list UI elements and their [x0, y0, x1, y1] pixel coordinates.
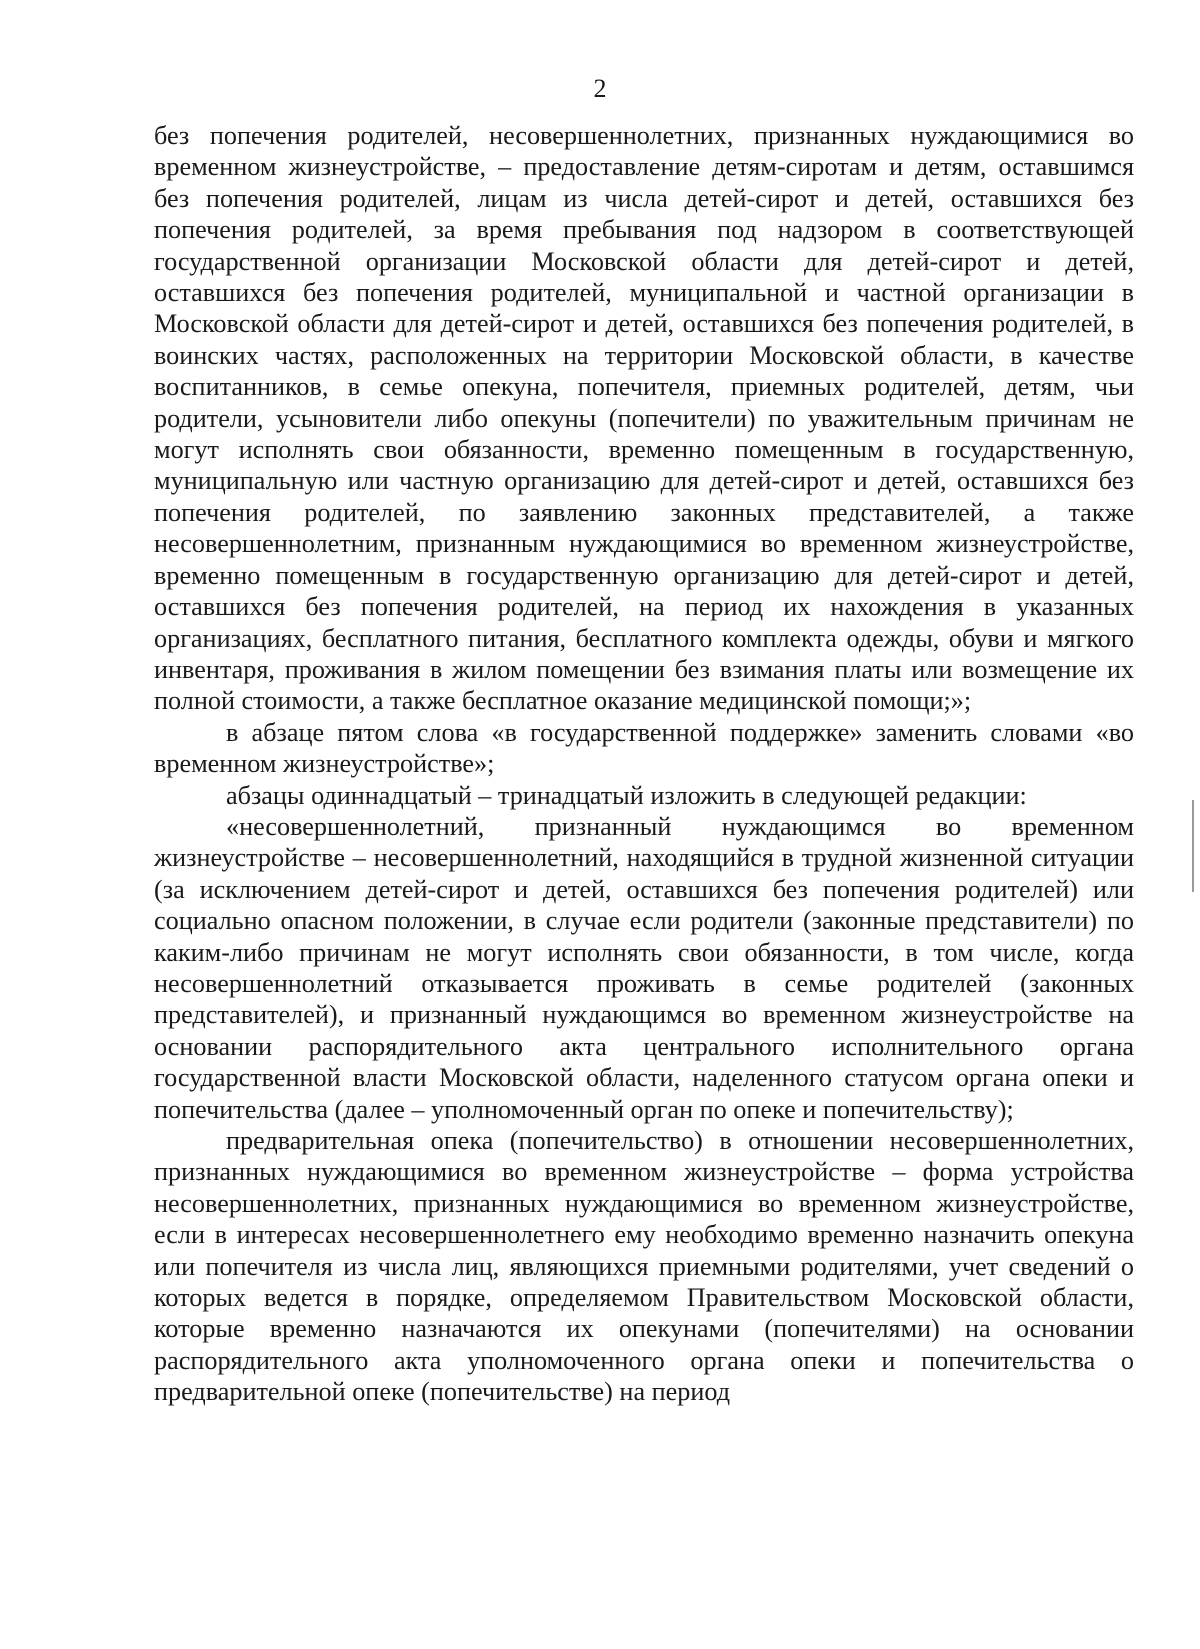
- paragraph-definition-guardianship: предварительная опека (попечительство) в отношении несовершеннолетних, признанных нуждающимися во временном жизнеустройстве – форма устройства несовершеннолетних, признанных нуждающимися во временном жизнеустройстве, если в интересах несовершеннолетнего ему необходимо временно назначить опекуна или попечителя из числа лиц, являющихся приемными родителями, учет сведений о которых ведется в порядке, определяемом Правительством Московской области, которые временно назначаются их опекунами (попечителями) на основании распорядительного акта уполномоченного органа опеки и попечительства о предварительной опеке (попечительстве) на период: [154, 1126, 1134, 1407]
- scan-edge-mark: [1192, 800, 1194, 892]
- paragraph-amendment-fifth: в абзаце пятом слова «в государственной поддержке» заменить словами «во временном жизнеустройстве»;: [154, 717, 1134, 779]
- paragraph-definition-minor: «несовершеннолетний, признанный нуждающимся во временном жизнеустройстве – несовершеннолетний, находящийся в трудной жизненной ситуации (за исключением детей-сирот и детей, оставшихся без попечения родителей) или социально опасном положении, в случае если родители (законные представители) по каким-либо причинам не могут исполнять свои обязанности, в том числе, когда несовершеннолетний отказывается проживать в семье родителей (законных представителей), и признанный нуждающимся во временном жизнеустройстве на основании распорядительного акта центрального исполнительного органа государственной власти Московской области, наделенного статусом органа опеки и попечительства (далее – уполномоченный орган по опеке и попечительству);: [154, 811, 1134, 1124]
- paragraph-continuation: без попечения родителей, несовершеннолетних, признанных нуждающимися во временном жизнеустройстве, – предоставление детям-сиротам и детям, оставшимся без попечения родителей, лицам из числа детей-сирот и детей, оставшихся без попечения родителей, за время пребывания под надзором в соответствующей государственной организации Московской области для детей-сирот и детей, оставшихся без попечения родителей, муниципальной и частной организации в Московской области для детей-сирот и детей, оставшихся без попечения родителей, в воинских частях, расположенных на территории Московской области, в качестве воспитанников, в семье опекуна, попечителя, приемных родителей, детям, чьи родители, усыновители либо опекуны (попечители) по уважительным причинам не могут исполнять свои обязанности, временно помещенным в государственную, муниципальную или частную организацию для детей-сирот и детей, оставшихся без попечения родителей, по заявлению законных представителей, а также несовершеннолетним, признанным нуждающимися во временном жизнеустройстве, временно помещенным в государственную организацию для детей-сирот и детей, оставшихся без попечения родителей, на период их нахождения в указанных организациях, бесплатного питания, бесплатного комплекта одежды, обуви и мягкого инвентаря, проживания в жилом помещении без взимания платы или возмещение их полной стоимости, а также бесплатное оказание медицинской помощи;»;: [154, 121, 1134, 716]
- document-body: [154, 120, 1134, 1408]
- paragraph-amendment-intro: абзацы одиннадцатый – тринадцатый изложить в следующей редакции:: [226, 780, 1027, 810]
- page-number: 2: [593, 74, 607, 103]
